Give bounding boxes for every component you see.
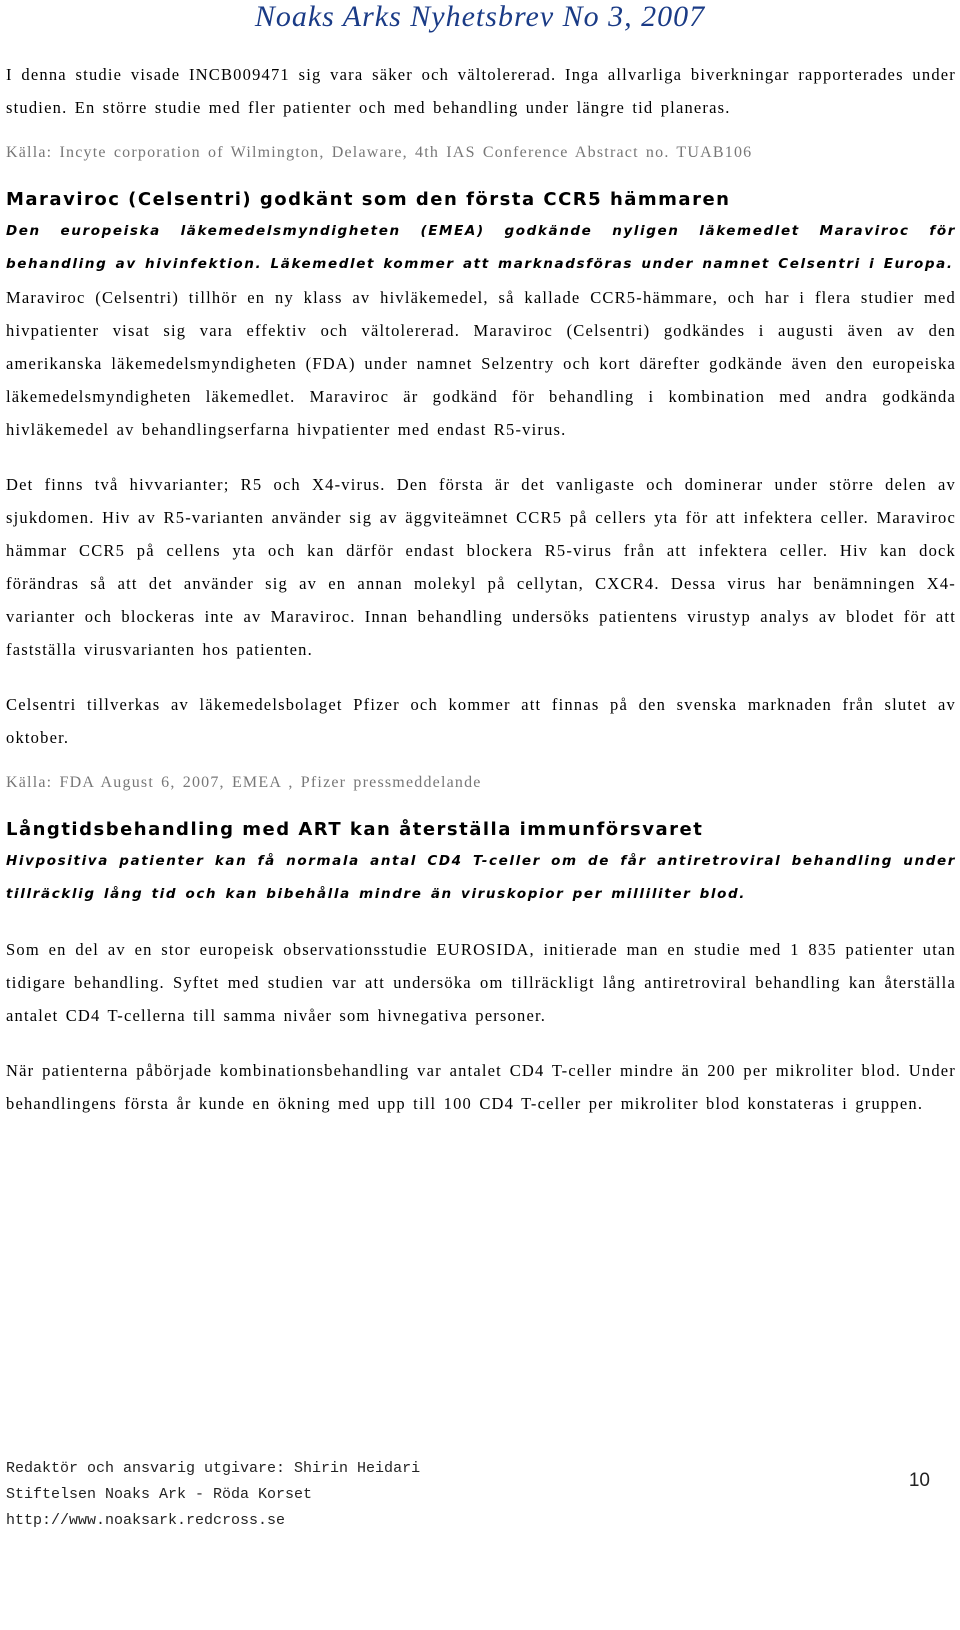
article1-source: Källa: FDA August 6, 2007, EMEA , Pfizer pressmeddelande: [6, 774, 482, 791]
article1-lead: Den europeiska läkemedelsmyndigheten (EMEA) godkände nyligen läkemedlet Maraviroc för behandling av hivinfektion. Läkemedlet kommer att marknadsföras under namnet Celsentri i Europa.: [6, 223, 956, 272]
article1-heading: Maraviroc (Celsentri) godkänt som den första CCR5 hämmaren: [6, 189, 731, 210]
footer-organization: Stiftelsen Noaks Ark - Röda Korset: [6, 1486, 313, 1503]
article1-paragraph-1: Maraviroc (Celsentri) tillhör en ny klass av hivläkemedel, så kallade CCR5-hämmare, och har i flera studier med hivpatienter visat sig vara effektiv och vältolererad. Maraviroc (Celsentri) godkändes i augusti även av den amerikanska läkemedelsmyndigheten (FDA) under namnet Selzentry och kort därefter godkände även den europeiska läkemedelsmyndigheten läkemedlet. Maraviroc är godkänd för behandling i kombination med andra godkända hivläkemedel av behandlingserfarna hivpatienter med endast R5-virus.: [6, 288, 956, 439]
article1-paragraph-2: Det finns två hivvarianter; R5 och X4-virus. Den första är det vanligaste och dominerar under större delen av sjukdomen. Hiv av R5-varianten använder sig av äggviteämnet CCR5 på cellers yta för att infektera celler. Maraviroc hämmar CCR5 på cellens yta och kan därför endast blockera R5-virus från att infektera celler. Hiv kan dock förändras så att det använder sig av en annan molekyl på cellytan, CXCR4. Dessa virus har benämningen X4-varianter och blockeras inte av Maraviroc. Innan behandling undersöks patientens virustyp analys av blodet för att fastställa virusvarianten hos patienten.: [6, 475, 956, 659]
footer-url[interactable]: http://www.noaksark.redcross.se: [6, 1512, 286, 1529]
article2-lead: Hivpositiva patienter kan få normala antal CD4 T-celler om de får antiretroviral behandling under tillräcklig lång tid och kan bibehålla mindre än viruskopior per milliliter blod.: [6, 853, 956, 902]
footer-editor: Redaktör och ansvarig utgivare: Shirin Heidari: [6, 1460, 421, 1477]
article2-heading: Långtidsbehandling med ART kan återställa immunförsvaret: [6, 819, 704, 840]
article2-paragraph-2: När patienterna påbörjade kombinationsbehandling var antalet CD4 T-celler mindre än 200 per mikroliter blod. Under behandlingens första år kunde en ökning med upp till 100 CD4 T-celler per mikroliter blod konstateras i gruppen.: [6, 1061, 956, 1113]
page-footer: [6, 1456, 951, 1534]
intro-source: Källa: Incyte corporation of Wilmington, Delaware, 4th IAS Conference Abstract no. TUAB106: [6, 144, 753, 161]
newsletter-title: Noaks Arks Nyhetsbrev No 3, 2007: [254, 0, 706, 33]
page-content: [6, 58, 956, 1120]
intro-paragraph: I denna studie visade INCB009471 sig vara säker och vältolererad. Inga allvarliga biverkningar rapporterades under studien. En större studie med fler patienter och med behandling under längre tid planeras.: [6, 65, 956, 117]
page-number: 10: [908, 1470, 930, 1491]
article1-paragraph-3: Celsentri tillverkas av läkemedelsbolaget Pfizer och kommer att finnas på den svenska marknaden från slutet av oktober.: [6, 695, 956, 747]
article2-paragraph-1: Som en del av en stor europeisk observationsstudie EUROSIDA, initierade man en studie med 1 835 patienter utan tidigare behandling. Syftet med studien var att undersöka om tillräckligt lång antiretroviral behandling kan återställa antalet CD4 T-cellerna till samma nivåer som hivnegativa personer.: [6, 940, 956, 1025]
